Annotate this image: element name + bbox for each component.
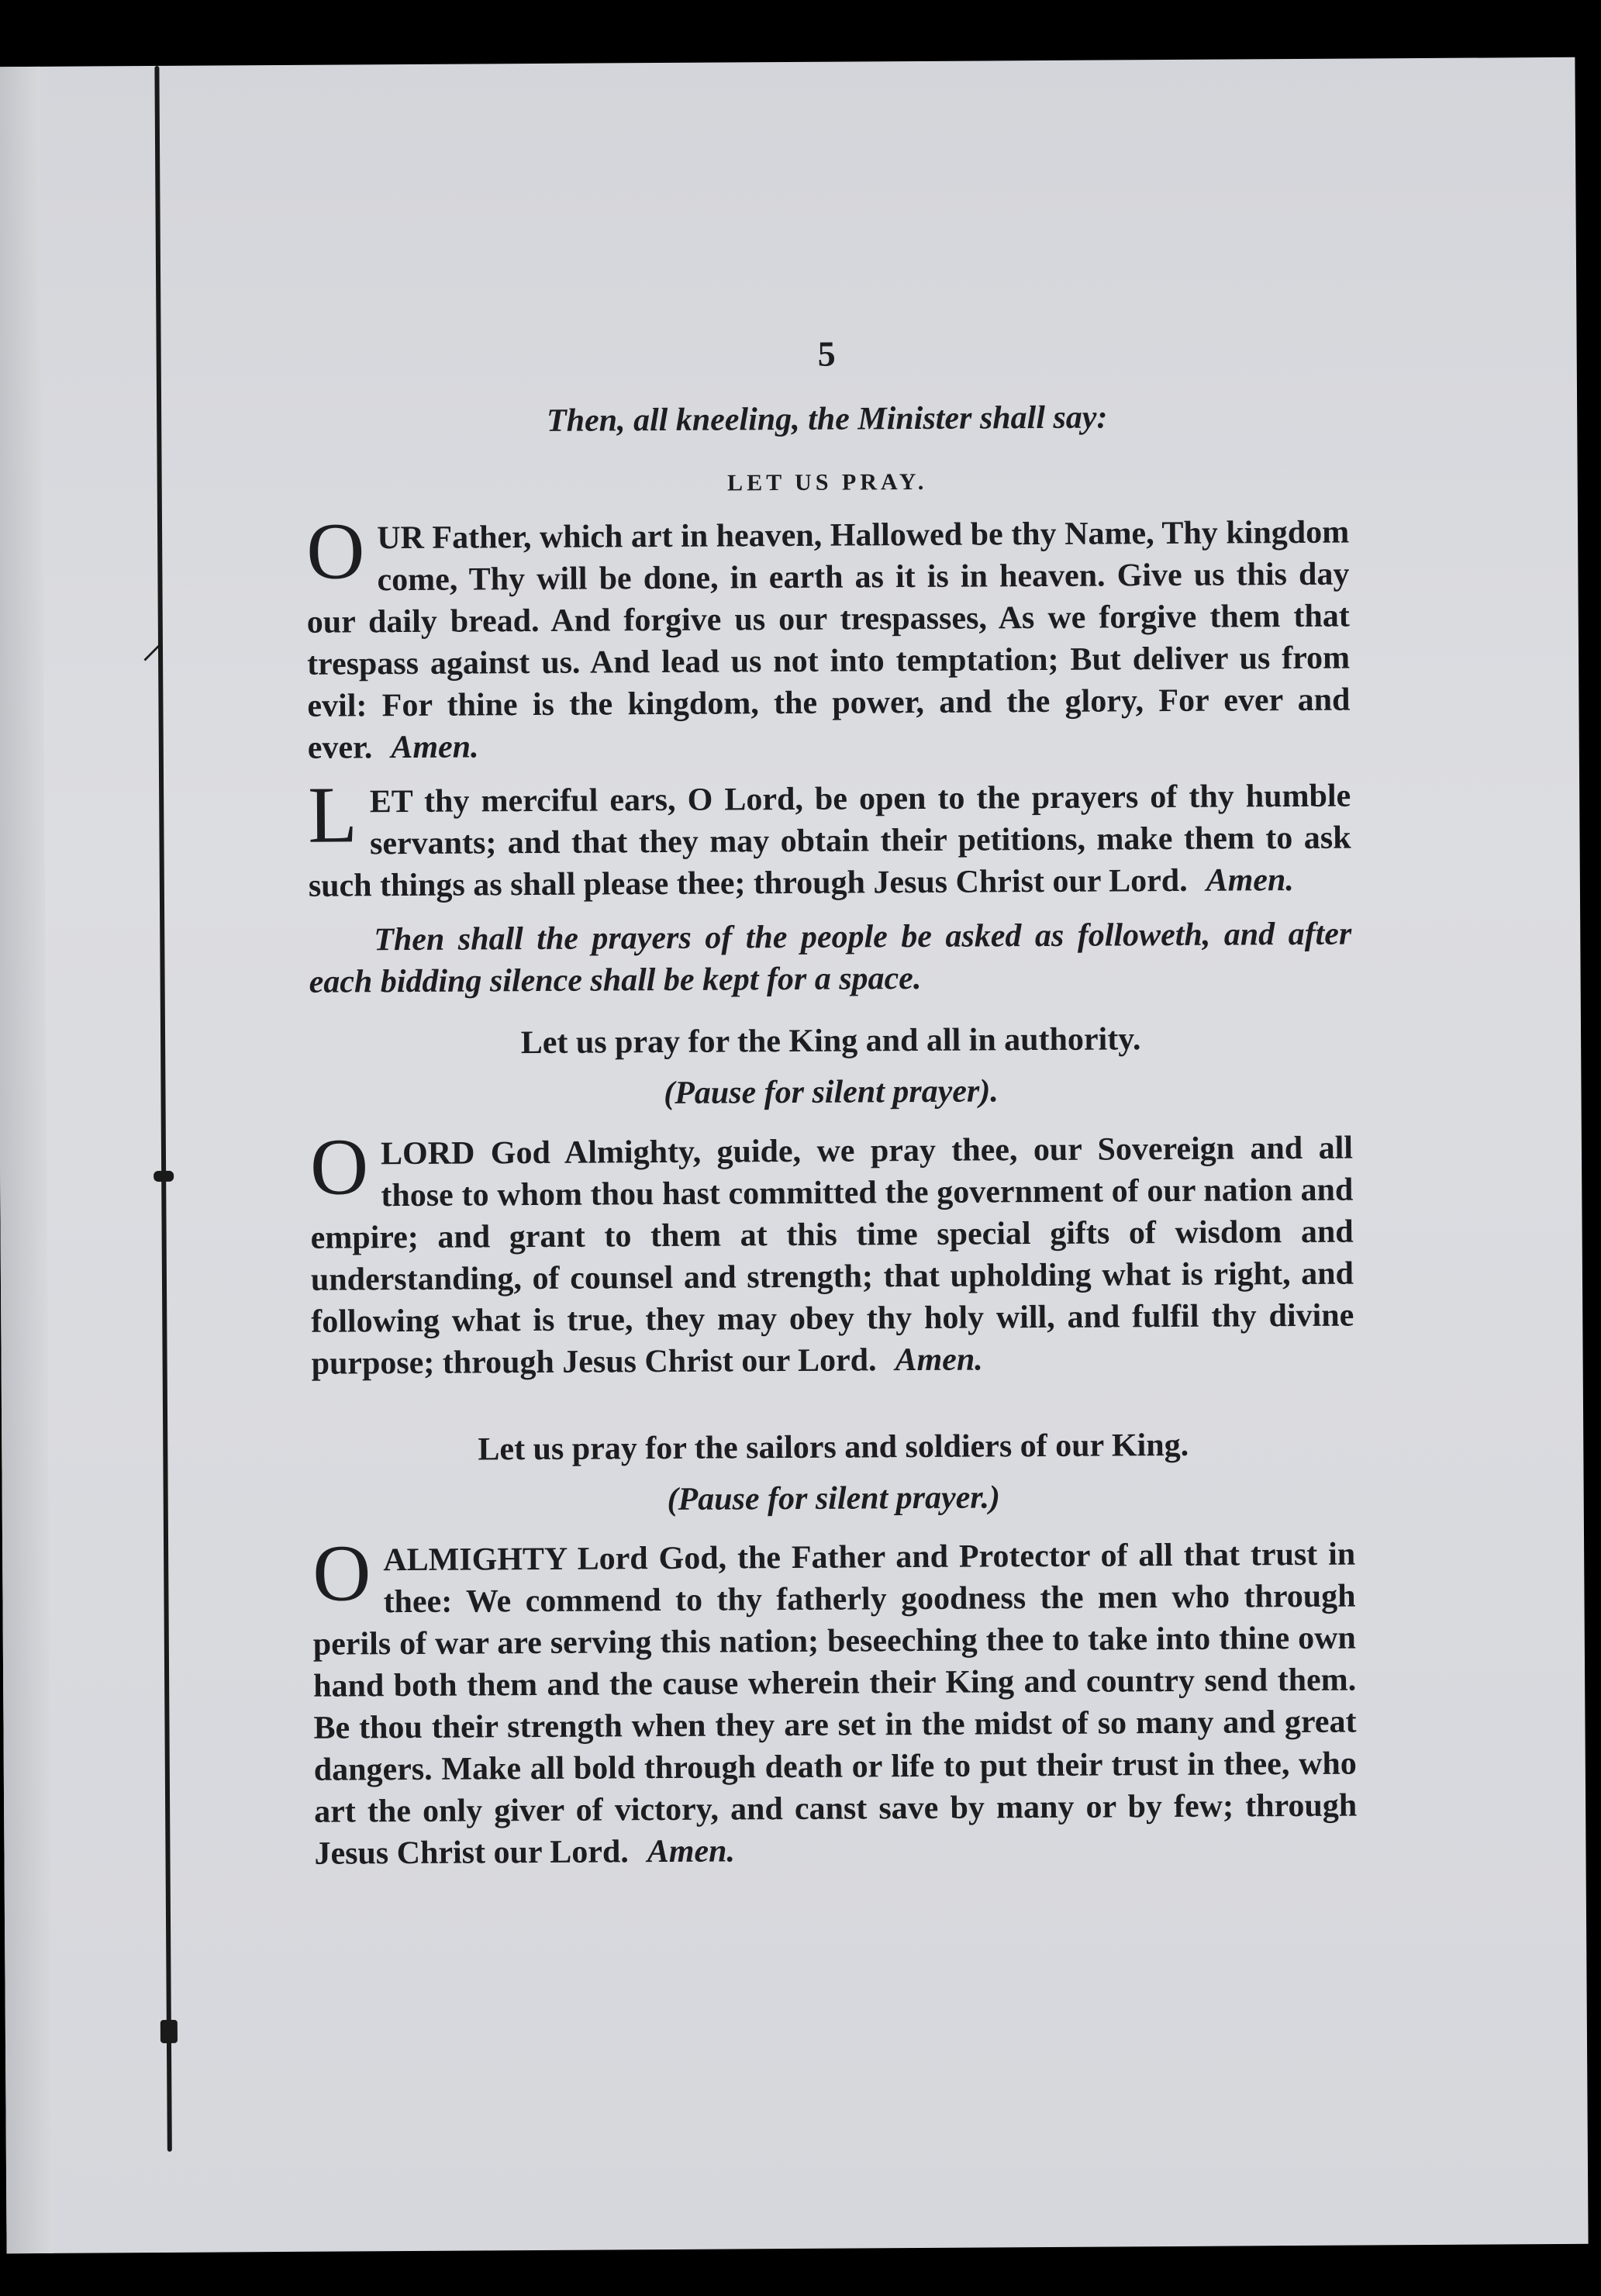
prayer-king xyxy=(309,1122,1354,1385)
rubric-prayers: Then shall the prayers of the people be asked as followeth, and after each bidding silence shall be kept for a space. xyxy=(309,916,1352,1000)
binding-line xyxy=(154,66,171,2152)
section-heading: LET US PRAY. xyxy=(727,468,928,496)
binding-mark xyxy=(160,2020,178,2043)
prayer-merciful xyxy=(307,770,1351,907)
text-column xyxy=(305,330,1358,1887)
lords-prayer xyxy=(305,506,1351,769)
binding-mark: ⸝ xyxy=(140,618,163,668)
drop-cap: O xyxy=(309,1122,369,1212)
left-page-edge xyxy=(0,67,53,2253)
amen: Amen. xyxy=(895,1341,983,1379)
amen: Amen. xyxy=(647,1833,736,1870)
page-number: 5 xyxy=(817,333,836,374)
drop-cap: O xyxy=(305,506,365,596)
drop-cap: O xyxy=(312,1528,371,1618)
prayer-text: LORD God Almighty, guide, we pray thee, our Sovereign and all those to whom thou hast committed the government of our nation and empire; and grant to them at this time special gifts of wisdom and understanding, of counsel and strength; that upholding what is right, and following what is true, they may obey thy holy will, and fulfil thy divine purpose; through Jesus Christ our Lord. xyxy=(310,1130,1354,1382)
paper-sheet xyxy=(0,57,1589,2253)
bidding-forces: Let us pray for the sailors and soldiers of our King. xyxy=(478,1427,1189,1468)
amen: Amen. xyxy=(391,729,479,766)
binding-mark xyxy=(154,1171,174,1182)
pause-rubric: (Pause for silent prayer.) xyxy=(667,1479,1000,1517)
prayer-text: UR Father, which art in heaven, Hallowed be thy Name, Thy kingdom come, Thy will be done, in earth as it is in heaven. Give us this day our daily bread. And forgive us our trespasses, As we forgive them that trespass against us. And lead us not into temptation; But deliver us from evil: For thine is the kingdom, the power, and the glory, For ever and ever. xyxy=(306,514,1351,766)
prayer-text: ALMIGHTY Lord God, the Father and Protector of all that trust in thee: We commend to thy fatherly goodness the men who through perils of war are serving this nation; beseeching thee to take into thine own hand both them and the cause wherein their King and country send them. Be thou their strength when they are set in the midst of so many and great dangers. Make all bold through death or life to put their trust in thee, who art the only giver of victory, and canst save by many or by few; through Jesus Christ our Lord. xyxy=(312,1536,1358,1872)
prayer-forces xyxy=(312,1528,1358,1875)
rubric-intro: Then, all kneeling, the Minister shall say: xyxy=(546,399,1108,439)
bidding-king: Let us pray for the King and all in authority. xyxy=(520,1021,1141,1062)
prayer-text: ET thy merciful ears, O Lord, be open to the prayers of thy humble servants; and that they may obtain their petitions, make them to ask such things as shall please thee; through Jesus Christ our Lord. xyxy=(308,778,1351,904)
pause-rubric: (Pause for silent prayer). xyxy=(664,1073,999,1111)
amen: Amen. xyxy=(1206,862,1294,899)
drop-cap: L xyxy=(307,770,358,860)
